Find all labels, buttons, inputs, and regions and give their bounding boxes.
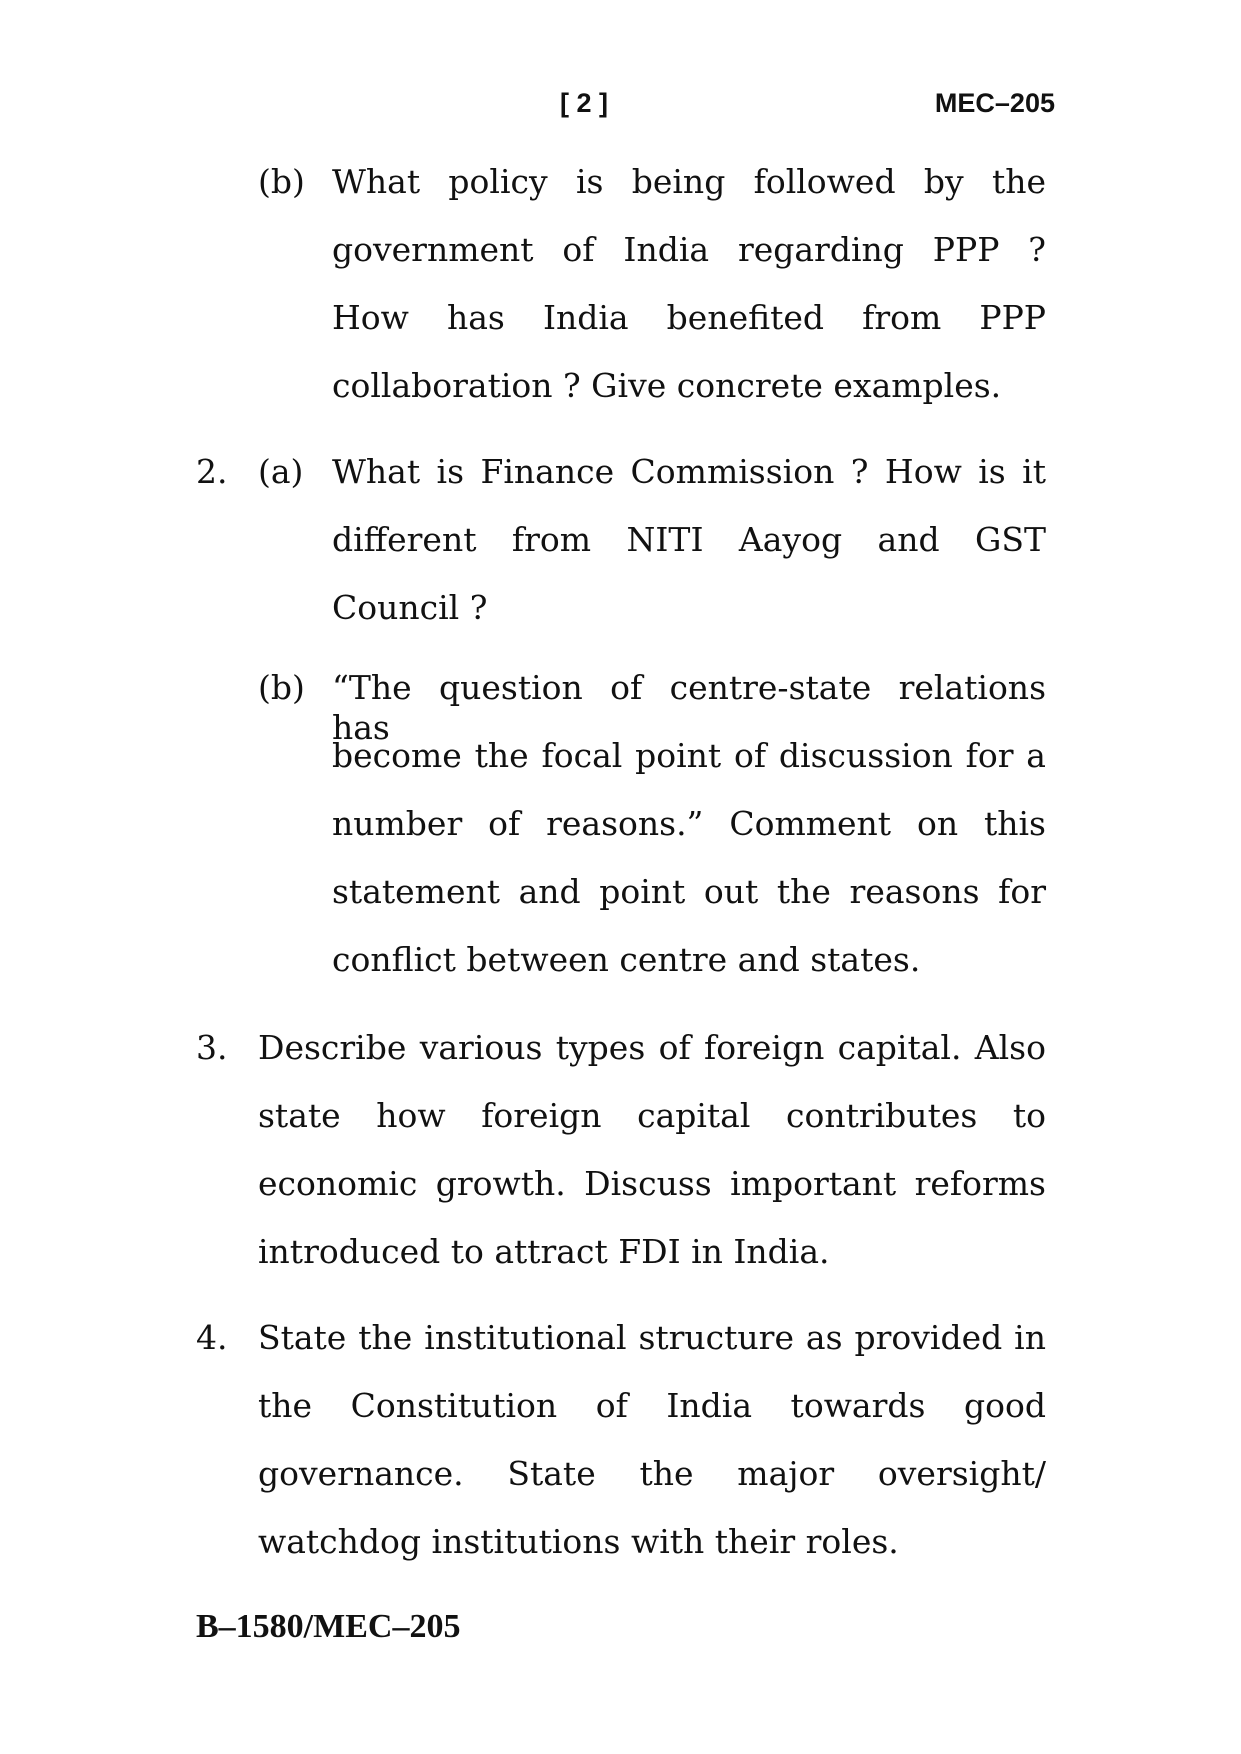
question-1b-label: (b) — [258, 162, 305, 201]
question-2b-line: “The question of centre-state relations has — [332, 668, 1046, 747]
question-3-line: Describe various types of foreign capital. Also — [258, 1028, 1046, 1067]
footer-course-code: B–1580/MEC–205 — [196, 1608, 461, 1645]
question-2b-line: statement and point out the reasons for — [332, 872, 1046, 911]
question-2a-line: different from NITI Aayog and GST — [332, 520, 1046, 559]
question-3-line: economic growth. Discuss important reforms — [258, 1164, 1046, 1203]
question-2a-line: What is Finance Commission ? How is it — [332, 452, 1046, 491]
question-2b-line: conflict between centre and states. — [332, 940, 921, 979]
question-4-number: 4. — [196, 1318, 228, 1357]
question-4-line: governance. State the major oversight/ — [258, 1454, 1046, 1493]
question-4-line: the Constitution of India towards good — [258, 1386, 1046, 1425]
question-2a-line: Council ? — [332, 588, 488, 627]
question-1b-line: What policy is being followed by the — [332, 162, 1046, 201]
course-code-header: MEC–205 — [934, 88, 1055, 118]
question-2a-label: (a) — [258, 452, 304, 491]
question-2-number: 2. — [196, 452, 228, 491]
page-number: [ 2 ] — [560, 88, 609, 118]
question-3-line: introduced to attract FDI in India. — [258, 1232, 830, 1271]
question-1b-line: How has India benefited from PPP — [332, 298, 1046, 337]
question-3-number: 3. — [196, 1028, 228, 1067]
question-1b-line: government of India regarding PPP ? — [332, 230, 1046, 269]
question-2b-line: number of reasons.” Comment on this — [332, 804, 1046, 843]
question-4-line: State the institutional structure as provided in — [258, 1318, 1046, 1357]
question-2b-label: (b) — [258, 668, 305, 707]
question-4-line: watchdog institutions with their roles. — [258, 1522, 899, 1561]
question-3-line: state how foreign capital contributes to — [258, 1096, 1046, 1135]
question-2b-line: become the focal point of discussion for a — [332, 736, 1046, 775]
question-1b-line: collaboration ? Give concrete examples. — [332, 366, 1002, 405]
